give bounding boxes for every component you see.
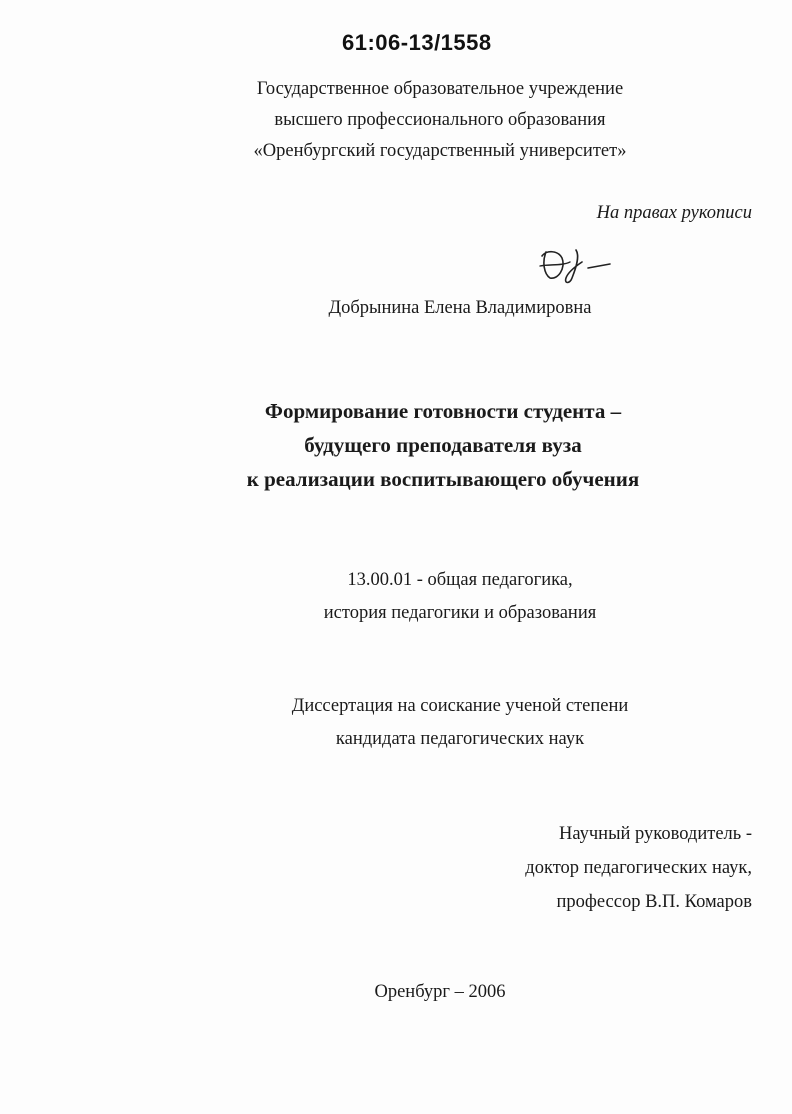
institution-line: «Оренбургский государственный университет» bbox=[253, 141, 627, 161]
degree-block bbox=[210, 690, 710, 756]
title-line: Формирование готовности студента – bbox=[264, 399, 622, 423]
degree-line: кандидата педагогических наук bbox=[335, 729, 585, 749]
supervisor-line: Научный руководитель - bbox=[559, 824, 752, 844]
author-name: Добрынина Елена Владимировна bbox=[328, 298, 592, 318]
author-signature bbox=[536, 244, 616, 291]
degree-line: Диссертация на соискание ученой степени bbox=[291, 696, 629, 716]
signature-icon bbox=[536, 244, 616, 286]
specialty-block bbox=[250, 564, 670, 630]
institution-block bbox=[190, 74, 690, 167]
dissertation-title bbox=[148, 394, 738, 496]
institution-line: высшего профессионального образования bbox=[274, 110, 606, 130]
catalog-number: 61:06-13/1558 bbox=[342, 30, 492, 55]
title-line: к реализации воспитывающего обучения bbox=[246, 467, 640, 491]
institution-line: Государственное образовательное учреждение bbox=[256, 79, 624, 99]
supervisor-line: доктор педагогических наук, bbox=[525, 858, 752, 878]
supervisor-line: профессор В.П. Комаров bbox=[556, 892, 752, 912]
specialty-line: 13.00.01 - общая педагогика, bbox=[347, 570, 573, 590]
specialty-line: история педагогики и образования bbox=[323, 603, 597, 623]
city-year: Оренбург – 2006 bbox=[374, 982, 506, 1002]
supervisor-block bbox=[525, 817, 752, 919]
manuscript-note: На правах рукописи bbox=[596, 203, 752, 223]
title-line: будущего преподавателя вуза bbox=[304, 433, 582, 457]
